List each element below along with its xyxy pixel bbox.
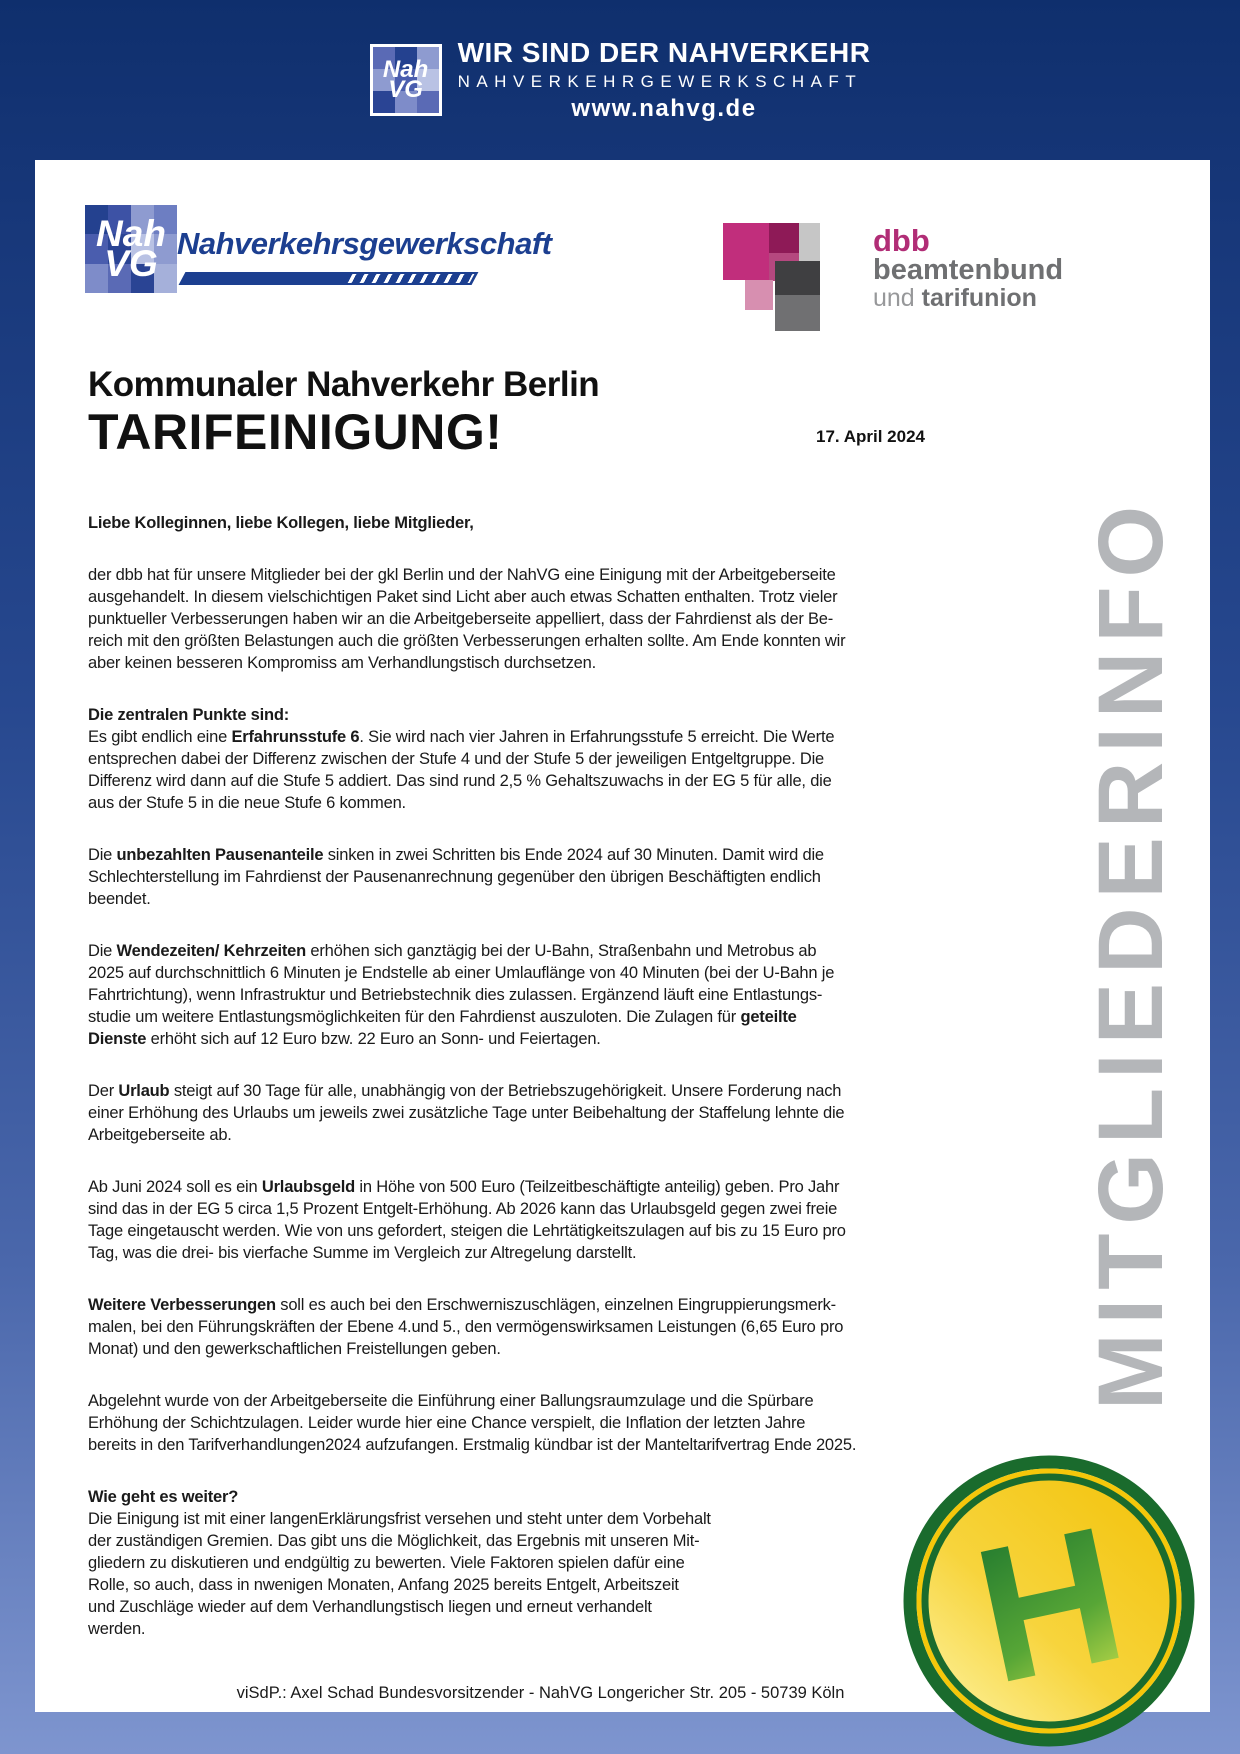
dbb-beamtenbund: beamtenbund xyxy=(873,254,1064,286)
stop-sign-letter: H xyxy=(959,1484,1140,1724)
header-banner xyxy=(0,0,1240,160)
text-line: Der Urlaub steigt auf 30 Tage für alle, unabhängig von der Betriebszugehörigkeit. Unsere Forderung nach xyxy=(88,1082,842,1100)
logo-word-top: Nah xyxy=(96,212,166,254)
text-line: werden. xyxy=(88,1620,146,1638)
text-line: punktueller Verbesserungen haben wir an die Arbeitgeberseite appelliert, dass der Fahrdienst als der Be- xyxy=(88,610,834,628)
text-line: und Zuschläge wieder auf dem Verhandlungstisch liegen und erneut verhandelt xyxy=(88,1598,652,1616)
text-line: Die unbezahlten Pausenanteile sinken in zwei Schritten bis Ende 2024 auf 30 Minuten. Damit wird die xyxy=(88,846,824,864)
text-line: bereits in den Tarifverhandlungen2024 aufzufangen. Erstmalig kündbar ist der Manteltarifvertrag Ende 2025. xyxy=(88,1436,857,1454)
header-website-url: www.nahvg.de xyxy=(571,95,757,122)
paragraph xyxy=(88,1486,993,1640)
text-line: Rolle, so auch, dass in nwenigen Monaten, Anfang 2025 bereits Entgelt, Arbeitszeit xyxy=(88,1576,679,1594)
title-kicker: Kommunaler Nahverkehr Berlin xyxy=(88,365,600,404)
text-line: 2025 auf durchschnittlich 6 Minuten je Endstelle ab einer Umlauflänge von 40 Minuten (bei der U-Bahn je xyxy=(88,964,835,982)
paragraph xyxy=(88,1294,993,1360)
text-line: Erhöhung der Schichtzulagen. Leider wurde hier eine Chance verspielt, die Inflation der letzten Jahre xyxy=(88,1414,806,1432)
paragraph xyxy=(88,1390,993,1456)
text-line: Schlechterstellung im Fahrdienst der Pausenanrechnung gegenüber den übrigen Beschäftigten endlich xyxy=(88,868,821,886)
text-line: der dbb hat für unsere Mitglieder bei der gkl Berlin und der NahVG eine Einigung mit der Arbeitgeberseite xyxy=(88,566,836,584)
nahvg-logo-wordmark xyxy=(373,47,439,113)
text-line: Monat) und den gewerkschaftlichen Freistellungen geben. xyxy=(88,1340,501,1358)
nahvg-logo-wordmark xyxy=(85,205,177,293)
nahvg-logo-small xyxy=(370,44,442,116)
text-line: Fahrtrichtung), wenn Infrastruktur und Betriebstechnik dies zulassen. Ergänzend läuft eine Entlastungs- xyxy=(88,986,823,1004)
dbb-name: dbb xyxy=(873,223,930,258)
text-line: Die zentralen Punkte sind: xyxy=(88,706,290,724)
paragraph xyxy=(88,564,993,674)
dbb-logo-text xyxy=(873,223,1064,312)
text-line: der zuständigen Gremien. Das gibt uns die Möglichkeit, das Ergebnis mit unseren Mit- xyxy=(88,1532,700,1550)
paragraph xyxy=(88,704,993,814)
text-line: Dienste erhöht sich auf 12 Euro bzw. 22 Euro an Sonn- und Feiertagen. xyxy=(88,1030,601,1048)
imprint-line: viSdP.: Axel Schad Bundesvorsitzender - NahVG Longericher Str. 205 - 50739 Köln xyxy=(236,1684,845,1702)
logo-word-bottom: VG xyxy=(388,76,423,103)
text-line: malen, bei den Führungskräften der Ebene 4.und 5., den vermögenswirksamen Leistungen (6,65 Euro pro xyxy=(88,1318,844,1336)
paragraph xyxy=(88,512,993,534)
text-line: aus der Stufe 5 in die neue Stufe 6 kommen. xyxy=(88,794,406,812)
body-paragraphs xyxy=(88,512,993,1670)
dbb-logo-squares-icon xyxy=(723,223,823,331)
page-title: TARIFEINIGUNG! xyxy=(88,404,503,460)
text-line: sind das in der EG 5 circa 1,5 Prozent Entgelt-Erhöhung. Ab 2026 kann das Urlaubsgeld gegen zwei freie xyxy=(88,1200,838,1218)
text-line: gliedern zu diskutieren und endgültig zu bewerten. Viele Faktoren spielen dafür eine xyxy=(88,1554,685,1572)
text-line: Arbeitgeberseite ab. xyxy=(88,1126,232,1144)
text-line: Die Einigung ist mit einer langenErklärungsfrist versehen und steht unter dem Vorbehalt xyxy=(88,1510,711,1528)
title-block xyxy=(88,365,993,459)
nahvg-logo-large xyxy=(85,205,177,293)
header-organization: NAHVERKEHRGEWERKSCHAFT xyxy=(457,72,863,91)
text-line: Die Wendezeiten/ Kehrzeiten erhöhen sich ganztägig bei der U-Bahn, Straßenbahn und Metrobus ab xyxy=(88,942,817,960)
union-name: Nahverkehrsgewerkschaft xyxy=(177,226,552,261)
sidebar-vertical-label: MITGLIEDERINFO xyxy=(1080,496,1182,1410)
text-line: ausgehandelt. In diesem vielschichtigen Paket sind Licht aber auch etwas Schatten enthalten. Trotz vieler xyxy=(88,588,838,606)
paragraph xyxy=(88,940,993,1050)
date-label: 17. April 2024 xyxy=(816,427,925,446)
text-line: Ab Juni 2024 soll es ein Urlaubsgeld in Höhe von 500 Euro (Teilzeitbeschäftigte anteilig) geben. Pro Jahr xyxy=(88,1178,840,1196)
text-line: Es gibt endlich eine Erfahrunsstufe 6. Sie wird nach vier Jahren in Erfahrungsstufe 5 erreicht. Die Werte xyxy=(88,728,835,746)
header-text-block xyxy=(458,37,871,123)
header-tagline: WIR SIND DER NAHVERKEHR xyxy=(457,37,871,68)
paragraph xyxy=(88,844,993,910)
text-line: Wie geht es weiter? xyxy=(88,1488,239,1506)
chevron-stripe-bar-icon xyxy=(179,272,479,285)
text-line: studie um weitere Entlastungsmöglichkeiten für den Fahrdienst auszuloten. Die Zulagen für geteilte xyxy=(88,1008,797,1026)
paragraph xyxy=(88,1176,993,1264)
logo-word-top: Nah xyxy=(382,56,429,84)
bus-stop-sign-logo xyxy=(903,1455,1195,1747)
logo-word-bottom: VG xyxy=(104,243,158,284)
dbb-tarifunion: und tarifunion xyxy=(873,284,1037,312)
text-line: entsprechen dabei der Differenz zwischen der Stufe 4 und der Stufe 5 der jeweiligen Entgeltgruppe. Die xyxy=(88,750,825,768)
text-line: Differenz wird dann auf die Stufe 5 addiert. Das sind rund 2,5 % Gehaltszuwachs in der EG 5 für alle, die xyxy=(88,772,832,790)
text-line: aber keinen besseren Kompromiss am Verhandlungstisch durchsetzen. xyxy=(88,654,596,672)
text-line: einer Erhöhung des Urlaubs um jeweils zwei zusätzliche Tage unter Beibehaltung der Staffelung lehnte die xyxy=(88,1104,845,1122)
text-line: Abgelehnt wurde von der Arbeitgeberseite die Einführung einer Ballungsraumzulage und die Spürbare xyxy=(88,1392,814,1410)
text-line: reich mit den größten Belastungen auch die größten Verbesserungen erhalten sollte. Am Ende konnten wir xyxy=(88,632,846,650)
text-line: Weitere Verbesserungen soll es auch bei den Erschwerniszuschlägen, einzelnen Eingruppierungsmerk- xyxy=(88,1296,836,1314)
text-line: beendet. xyxy=(88,890,151,908)
text-line: Tag, was die drei- bis vierfache Summe im Vergleich zur Altregelung darstellt. xyxy=(88,1244,637,1262)
text-line: Tage eingetauscht werden. Wie von uns gefordert, steigen die Lehrtätigkeitszulagen auf bis zu 15 Euro pro xyxy=(88,1222,846,1240)
text-line: Liebe Kolleginnen, liebe Kollegen, liebe Mitglieder, xyxy=(88,514,474,532)
paragraph xyxy=(88,1080,993,1146)
bus-stop-sign-icon xyxy=(903,1455,1195,1747)
